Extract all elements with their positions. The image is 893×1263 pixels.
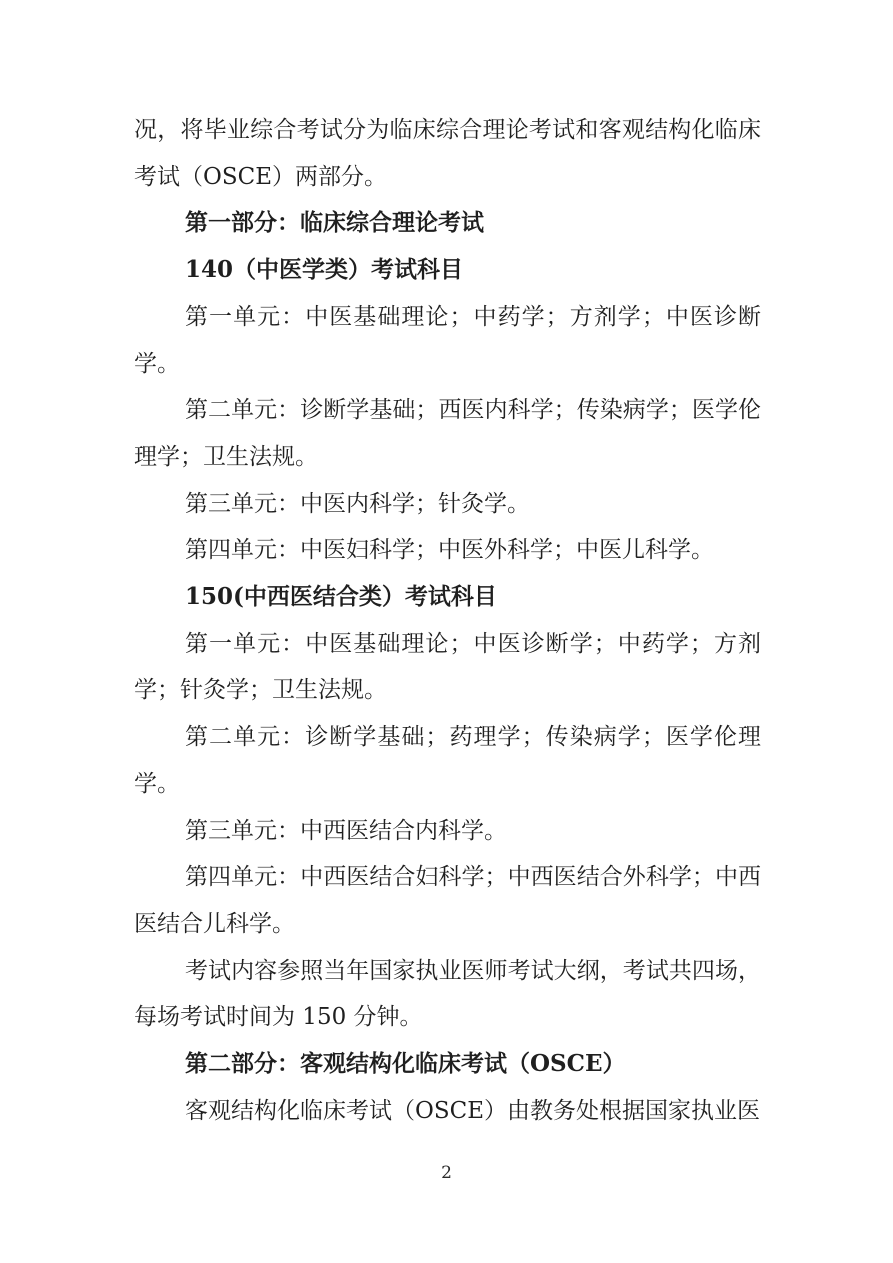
body-paragraph: 第四单元：中医妇科学；中医外科学；中医儿科学。 bbox=[185, 537, 714, 564]
body-paragraph: 考试内容参照当年国家执业医师考试大纲，考试共四场，每场考试时间为 150 分钟。 bbox=[134, 957, 761, 1031]
body-paragraph: 第三单元：中医内科学；针灸学。 bbox=[185, 490, 530, 517]
body-paragraph: 第二单元：诊断学基础；西医内科学；传染病学；医学伦理学；卫生法规。 bbox=[134, 397, 761, 470]
body-paragraph: 第三单元：中西医结合内科学。 bbox=[185, 817, 507, 844]
body-paragraph: 客观结构化临床考试（OSCE）由教务处根据国家执业医 bbox=[185, 1097, 760, 1124]
section-heading: 第一部分：临床综合理论考试 bbox=[185, 209, 484, 237]
body-paragraph: 第一单元：中医基础理论；中医诊断学；中药学；方剂学；针灸学；卫生法规。 bbox=[134, 630, 761, 704]
body-paragraph: 况，将毕业综合考试分为临床综合理论考试和客观结构化临床考试（OSCE）两部分。 bbox=[134, 117, 761, 190]
document-content bbox=[134, 107, 761, 1134]
page-number: 2 bbox=[441, 1163, 452, 1183]
body-paragraph: 第二单元：诊断学基础；药理学；传染病学；医学伦理学。 bbox=[134, 724, 761, 797]
body-paragraph: 第一单元：中医基础理论；中药学；方剂学；中医诊断学。 bbox=[134, 303, 761, 377]
section-heading: 150(中西医结合类）考试科目 bbox=[185, 583, 497, 611]
body-paragraph: 第四单元：中西医结合妇科学；中西医结合外科学；中西医结合儿科学。 bbox=[134, 864, 761, 937]
section-heading: 140（中医学类）考试科目 bbox=[185, 256, 464, 284]
section-heading: 第二部分：客观结构化临床考试（OSCE） bbox=[185, 1050, 626, 1078]
page-footer bbox=[0, 1163, 893, 1183]
